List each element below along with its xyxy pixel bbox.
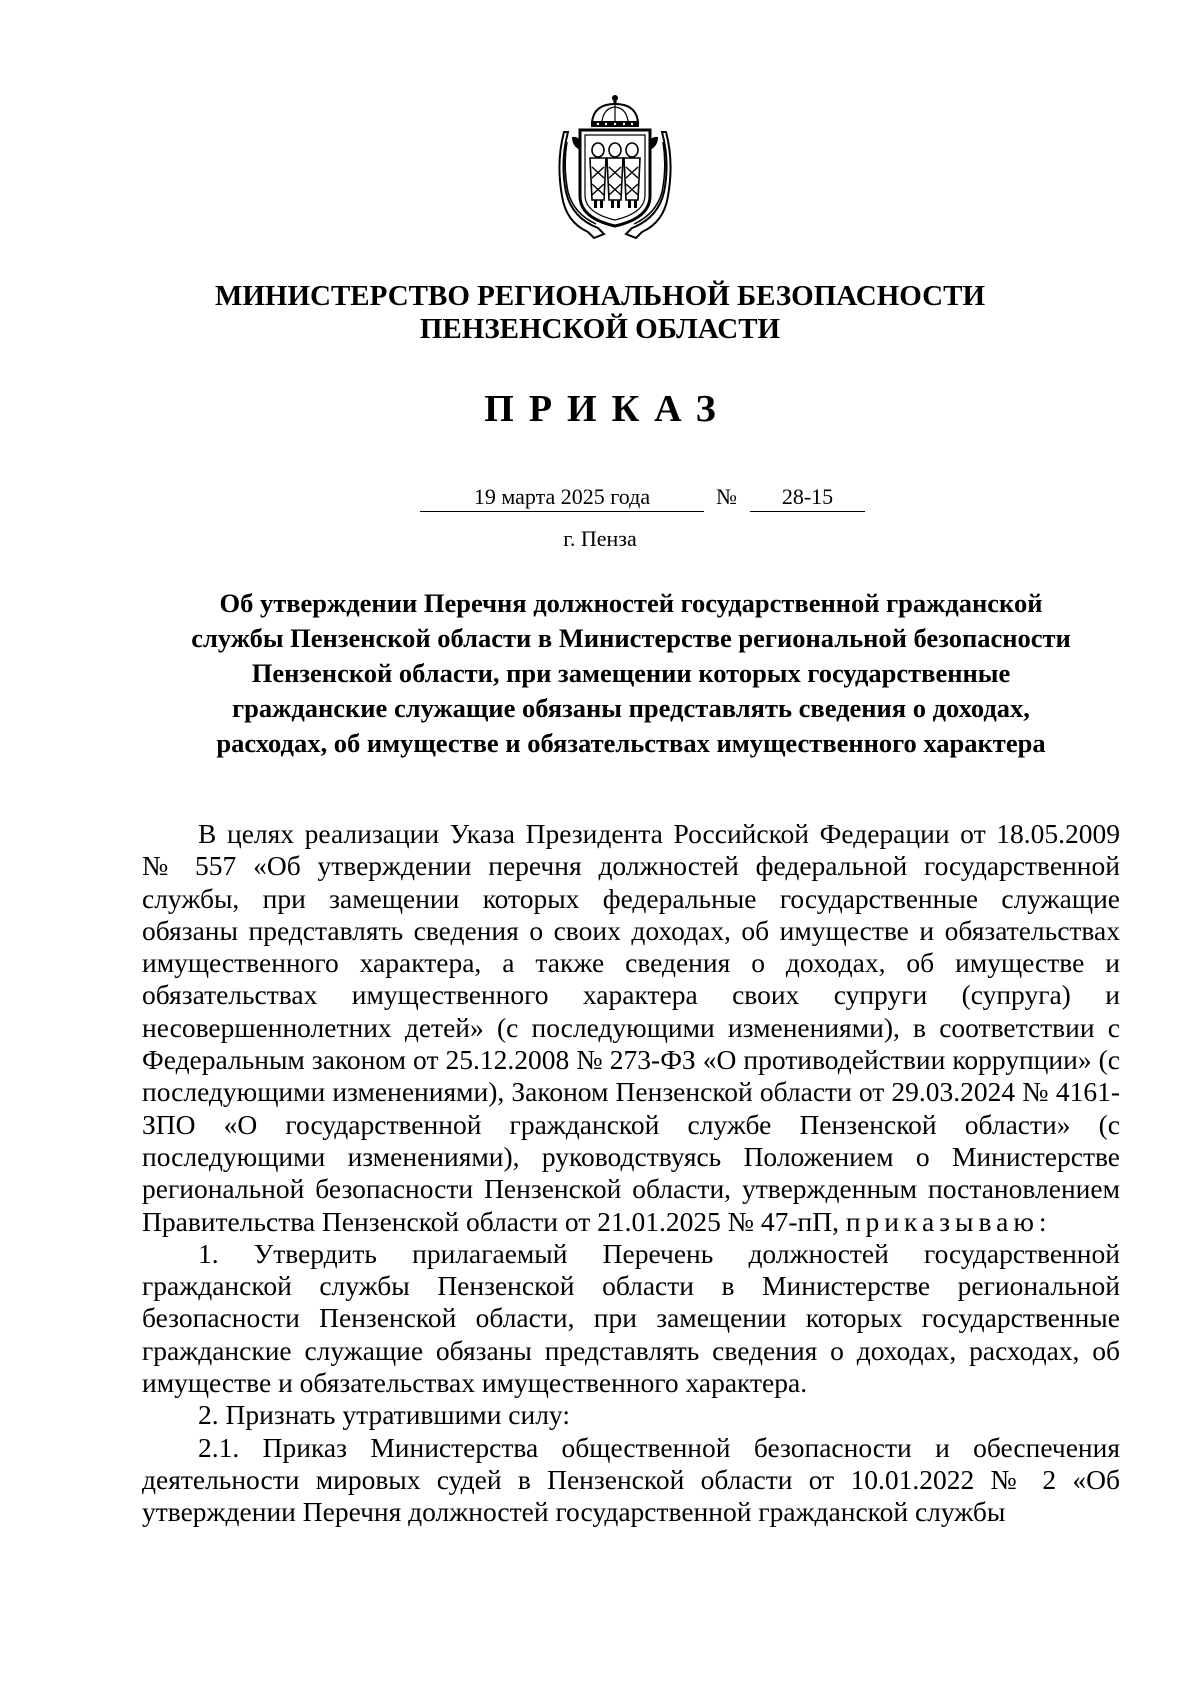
paragraph-item-1: 1. Утвердить прилагаемый Перечень должностей государственной гражданской службы Пензенской области в Министерстве региональной безопасности Пензенской области, при замещении которых государственные гражданские служащие обязаны представлять сведения о доходах, расходах, об имуществе и обязательствах имущественного характера. [142,1237,1120,1399]
title-line: службы Пензенской области в Министерстве региональной безопасности [191,623,1071,653]
order-date: 19 марта 2025 года [420,483,704,512]
title-line: Пензенской области, при замещении которых государственные [251,658,1011,688]
order-word: приказываю: [845,1205,1052,1237]
document-body [142,818,1120,1529]
ministry-name-line-2: ПЕНЗЕНСКОЙ ОБЛАСТИ [419,313,781,345]
paragraph-item-2: 2. Признать утратившими силу: [198,1399,570,1431]
order-number: 28-15 [750,483,865,512]
ministry-name-line-1: МИНИСТЕРСТВО РЕГИОНАЛЬНОЙ БЕЗОПАСНОСТИ [214,280,986,312]
paragraph-item-2-1: 2.1. Приказ Министерства общественной безопасности и обеспечения деятельности мировых судей в Пензенской области от 10.01.2022 № 2 «Об утверждении Перечня должностей государственной гражданской службы [142,1431,1120,1528]
title-line: расходах, об имуществе и обязательствах имущественного характера [216,728,1046,758]
title-line: гражданские служащие обязаны представлять сведения о доходах, [232,693,1030,723]
date-number-row [0,483,1200,519]
title-line: Об утверждении Перечня должностей государственной гражданской [219,588,1043,618]
document-title [140,586,1122,761]
document-type-heading: ПРИКАЗ [484,388,731,430]
city-of-issue: г. Пенза [563,526,637,551]
preamble-text: В целях реализации Указа Президента Российской Федерации от 18.05.2009 № 557 «Об утверждении перечня должностей федеральной государственной службы, при замещении которых федеральные государственные служащие обязаны представлять сведения о своих доходах, об имуществе и обязательствах имущественного характера, а также сведения о доходах, об имуществе и обязательствах имущественного характера своих супруги (супруга) и несовершеннолетних детей» (с последующими изменениями), в соответствии с Федеральным законом от 25.12.2008 № 273-ФЗ «О противодействии коррупции» (с последующими изменениями), Законом Пензенской области от 29.03.2024 № 4161-ЗПО «О государственной гражданской службе Пензенской области» (с последующими изменениями), руководствуясь Положением о Министерстве региональной безопасности Пензенской области, утвержденным постановлением Правительства Пензенской области от 21.01.2025 № 47-пП, [142,818,1120,1237]
number-sign: № [716,484,737,509]
penza-oblast-coat-of-arms-icon [558,92,672,242]
preamble-paragraph [142,818,1120,1238]
